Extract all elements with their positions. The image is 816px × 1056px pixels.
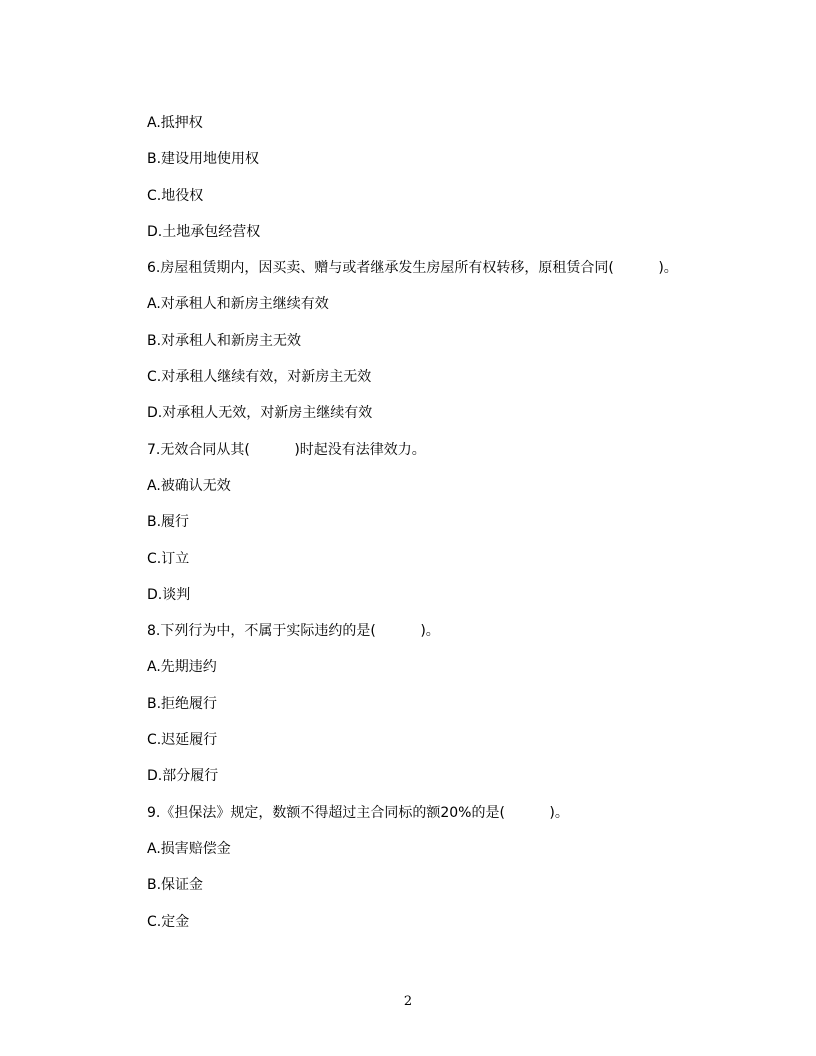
q8-option-c: C.迟延履行	[147, 732, 218, 749]
option-d-line: D.土地承包经营权	[147, 223, 261, 240]
question-8: 8.下列行为中，不属于实际违约的是( )。	[147, 623, 440, 640]
q7-option-c: C.订立	[147, 550, 190, 567]
q6-option-a: A.对承租人和新房主继续有效	[147, 296, 329, 313]
q7-option-b: B.履行	[147, 514, 190, 531]
q7-option-a: A.被确认无效	[147, 477, 231, 494]
page-number: 2	[403, 994, 413, 1009]
q8-option-a: A.先期违约	[147, 659, 217, 676]
question-9: 9.《担保法》规定，数额不得超过主合同标的额20%的是( )。	[147, 804, 569, 821]
option-a-line: A.抵押权	[147, 115, 203, 131]
option-b-line: B.建设用地使用权	[147, 151, 260, 168]
document-body	[147, 113, 707, 948]
q6-option-b: B.对承租人和新房主无效	[147, 332, 302, 349]
question-6: 6.房屋租赁期内，因买卖、赠与或者继承发生房屋所有权转移，原租赁合同( )。	[147, 260, 678, 277]
q9-option-a: A.损害赔偿金	[147, 840, 231, 857]
q8-option-d: D.部分履行	[147, 768, 219, 785]
q9-option-c: C.定金	[147, 913, 190, 930]
q6-option-c: C.对承租人继续有效，对新房主无效	[147, 369, 372, 386]
option-c-line: C.地役权	[147, 187, 204, 204]
q7-option-d: D.谈判	[147, 586, 191, 603]
q9-option-b: B.保证金	[147, 877, 204, 894]
q6-option-d: D.对承租人无效，对新房主继续有效	[147, 405, 373, 422]
question-7: 7.无效合同从其( )时起没有法律效力。	[147, 441, 426, 458]
q8-option-b: B.拒绝履行	[147, 695, 218, 712]
